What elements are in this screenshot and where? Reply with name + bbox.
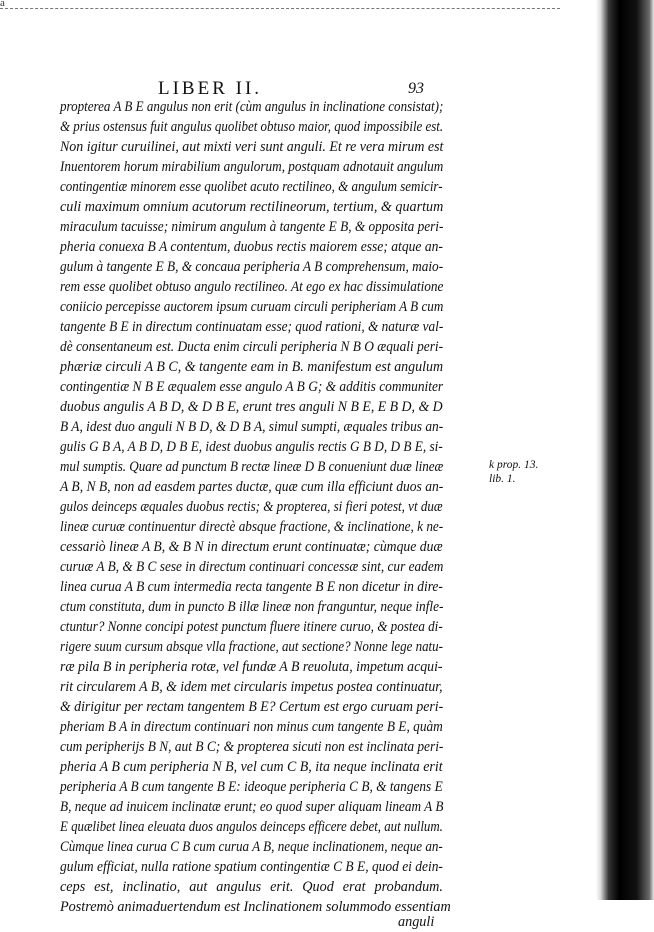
text-line: Postremò animaduertendum est Inclinationem solummodo essentiam: [60, 899, 451, 915]
text-line: contingentiæ N B E æqualem esse angulo A B G; & additis communiter: [60, 379, 444, 395]
text-line: gulis G B A, A B D, D B E, idest duobus angulis rectis G B D, D B E, si-: [60, 439, 443, 455]
text-line: cessariò lineæ A B, & B N in directum erunt continuatæ; cùmque duæ: [60, 539, 443, 555]
text-line: ctuntur? Nonne concipi potest punctum fluere itinere curuo, & postea di-: [60, 619, 443, 635]
text-line: ræ pila B in peripheria rotæ, vel fundæ A B reuoluta, impetum acqui-: [60, 659, 443, 675]
text-line: & dirigitur per rectam tangentem B E? Certum est ergo curuam peri-: [60, 699, 444, 715]
text-line: A B, N B, non ad easdem partes ductæ, quæ cum illa efficiunt duos an-: [60, 479, 444, 495]
text-line: & prius ostensus fuit angulus quolibet obtuso maior, quod impossibile est.: [60, 119, 444, 135]
text-line: mul sumptis. Quare ad punctum B rectæ lineæ D B conueniunt duæ lineæ: [60, 459, 444, 475]
text-line: Inuentorem horum mirabilium angulorum, postquam adnotauit angulum: [60, 159, 444, 175]
text-line: Cùmque linea curua C B cum curua A B, neque inclinationem, neque an-: [60, 839, 443, 855]
top-border-rule: [0, 8, 560, 9]
text-line: dè consentaneum est. Ducta enim circuli peripheria N B O æquali peri-: [60, 339, 444, 355]
text-line: cum peripherijs B N, aut B C; & propterea sicuti non est inclinata peri-: [60, 739, 444, 755]
text-line: contingentiæ minorem esse quolibet acuto rectilineo, & angulum semicir-: [60, 179, 443, 195]
text-line: rigere suum cursum absque vlla fractione, aut sectione? Nonne lege natu-: [60, 639, 443, 655]
text-line: pheria conuexa B A contentum, duobus rectis maiorem esse; atque an-: [60, 239, 443, 255]
margin-note-line: lib. 1.: [489, 473, 516, 485]
text-line: E quælibet linea eleuata duos angulos deinceps efficere debet, aut nullum.: [60, 819, 443, 835]
margin-note-line: k prop. 13.: [489, 459, 539, 471]
page-number: 93: [408, 80, 424, 97]
text-line: coniicio percepisse auctorem ipsum curuam circuli peripheriam A B cum: [60, 299, 444, 315]
scan-gutter-shadow: [596, 0, 654, 900]
text-line: pheriam B A in directum continuari non minus cum tangente B E, quàm: [60, 719, 443, 735]
text-line: rem esse quolibet obtuso angulo rectilineo. At ego ex hac dissimulatione: [60, 279, 444, 295]
text-line: pheria A B cum peripheria N B, vel cum C B, ita neque inclinata erit: [60, 759, 443, 775]
text-line: gulum à tangente E B, & concaua peripheria A B comprehensum, maio-: [60, 259, 444, 275]
text-line: linea curua A B cum intermedia recta tangente B E non dicetur in dire-: [60, 579, 443, 595]
text-line: ceps est, inclinatio, aut angulus erit. Quod erat probandum.: [60, 879, 443, 895]
text-line: curuæ A B, & B C sese in directum continuari concessæ sint, cur eadem: [60, 559, 444, 575]
text-line: gulos deinceps æquales duobus rectis; & propterea, si fieri potest, vt duæ: [60, 499, 443, 515]
text-line: duobus angulis A B D, & D B E, erunt tres anguli N B E, E B D, & D: [60, 399, 443, 415]
text-line: miraculum tacuisse; nimirum angulum à tangente E B, & opposita peri-: [60, 219, 444, 235]
text-line: lineæ curuæ continuentur directè absque fractione, & inclinatione, k ne-: [60, 519, 444, 535]
text-line: tangente B E in directum continuatam esse; quod rationi, & naturæ val-: [60, 319, 444, 335]
text-line: rit circularem A B, & idem met circularis impetus postea continuatur,: [60, 679, 443, 695]
text-line: ctum constituta, dum in puncto B illæ lineæ non franguntur, neque infle-: [60, 599, 444, 615]
running-title: LIBER II.: [158, 78, 263, 99]
text-line: culi maximum omnium acutorum rectilineorum, tertium, & quartum: [60, 199, 444, 215]
text-line: gulum efficiat, nulla ratione spatium contingentiæ C B E, quod ei dein-: [60, 859, 443, 875]
text-line: B A, idest duo anguli N B D, & D B A, simul sumpti, æquales tribus an-: [60, 419, 444, 435]
text-line: propterea A B E angulus non erit (cùm angulus in inclinatione consistat);: [60, 99, 444, 115]
text-line: anguli: [398, 914, 435, 930]
text-line: Non igitur curuilinei, aut mixti veri sunt anguli. Et re vera mirum est: [60, 139, 444, 155]
corner-fragment: a: [0, 0, 5, 9]
text-line: peripheria A B cum tangente B E: ideoque peripheria C B, & tangens E: [60, 779, 443, 795]
margin-note: [489, 458, 559, 486]
text-line: B, neque ad inuicem inclinatæ erunt; eo quod super aliquam lineam A B: [60, 799, 444, 815]
text-line: phæriæ circuli A B C, & tangente eam in B. manifestum est angulum: [60, 359, 444, 375]
